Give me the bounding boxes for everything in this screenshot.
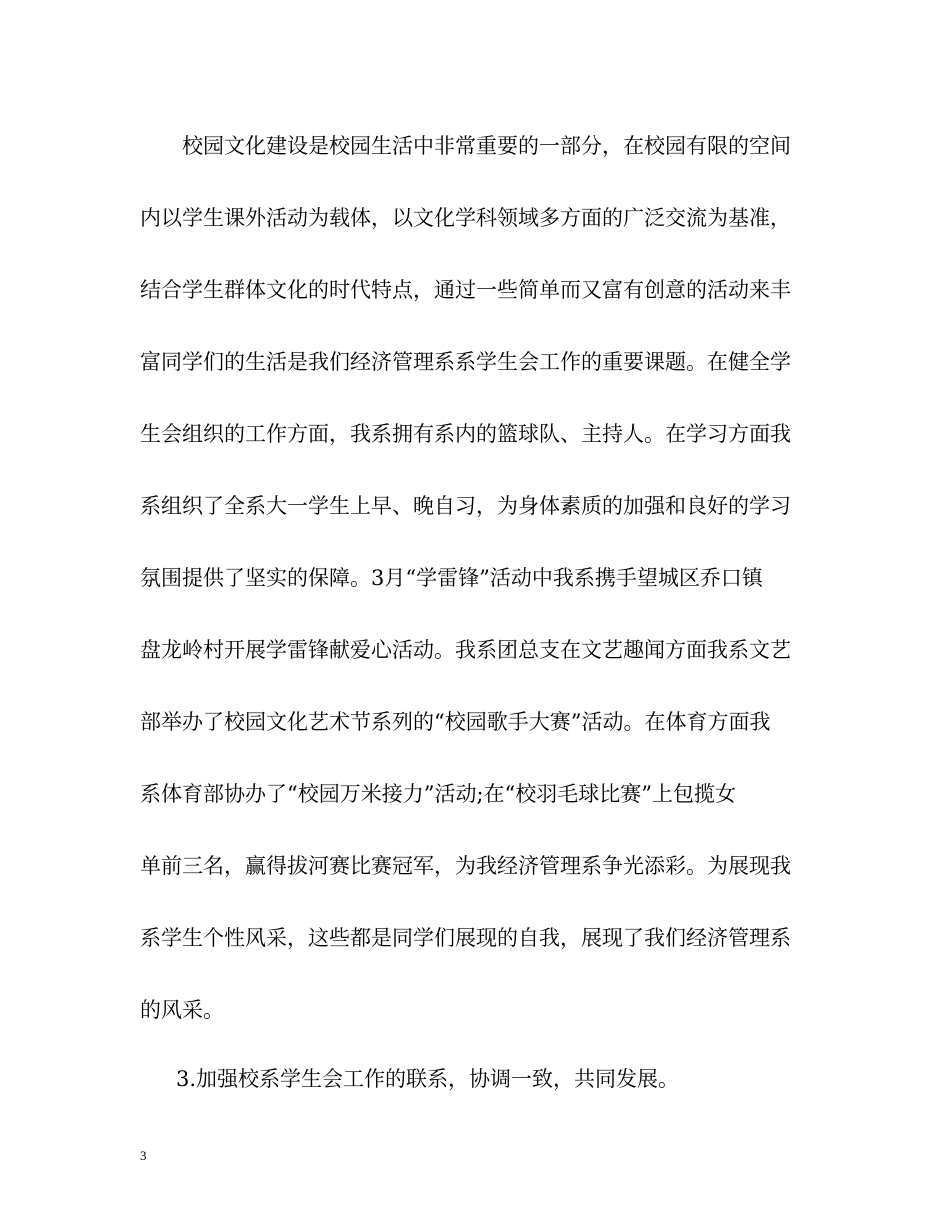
paragraph-line-1: 校园文化建设是校园生活中非常重要的一部分，在校园有限的空间 [182,134,791,158]
paragraph-line-4: 富同学们的生活是我们经济管理系系学生会工作的重要课题。在健全学 [140,350,791,374]
paragraph-line-8: 盘龙岭村开展学雷锋献爱心活动。我系团总支在文艺趣闻方面我系文艺 [140,638,791,662]
paragraph-line-11: 单前三名，赢得拔河赛比赛冠军，为我经济管理系争光添彩。为展现我 [140,854,791,878]
paragraph-line-10: 系体育部协办了“校园万米接力”活动;在“校羽毛球比赛”上包揽女 [140,782,737,806]
paragraph-line-2: 内以学生课外活动为载体，以文化学科领域多方面的广泛交流为基准， [140,206,791,230]
section-item-3: 3.加强校系学生会工作的联系，协调一致，共同发展。 [176,1067,680,1091]
paragraph-line-6: 系组织了全系大一学生上早、晚自习，为身体素质的加强和良好的学习 [140,494,791,518]
paragraph-line-5: 生会组织的工作方面，我系拥有系内的篮球队、主持人。在学习方面我 [140,422,791,446]
paragraph-line-13: 的风采。 [140,998,224,1022]
page-number: 3 [140,1148,147,1163]
paragraph-line-7: 氛围提供了坚实的保障。3月“学雷锋”活动中我系携手望城区乔口镇 [140,566,763,590]
paragraph-line-3: 结合学生群体文化的时代特点，通过一些简单而又富有创意的活动来丰 [140,278,791,302]
paragraph-line-9: 部举办了校园文化艺术节系列的“校园歌手大赛”活动。在体育方面我 [140,710,771,734]
paragraph-line-12: 系学生个性风采，这些都是同学们展现的自我，展现了我们经济管理系 [140,926,791,950]
